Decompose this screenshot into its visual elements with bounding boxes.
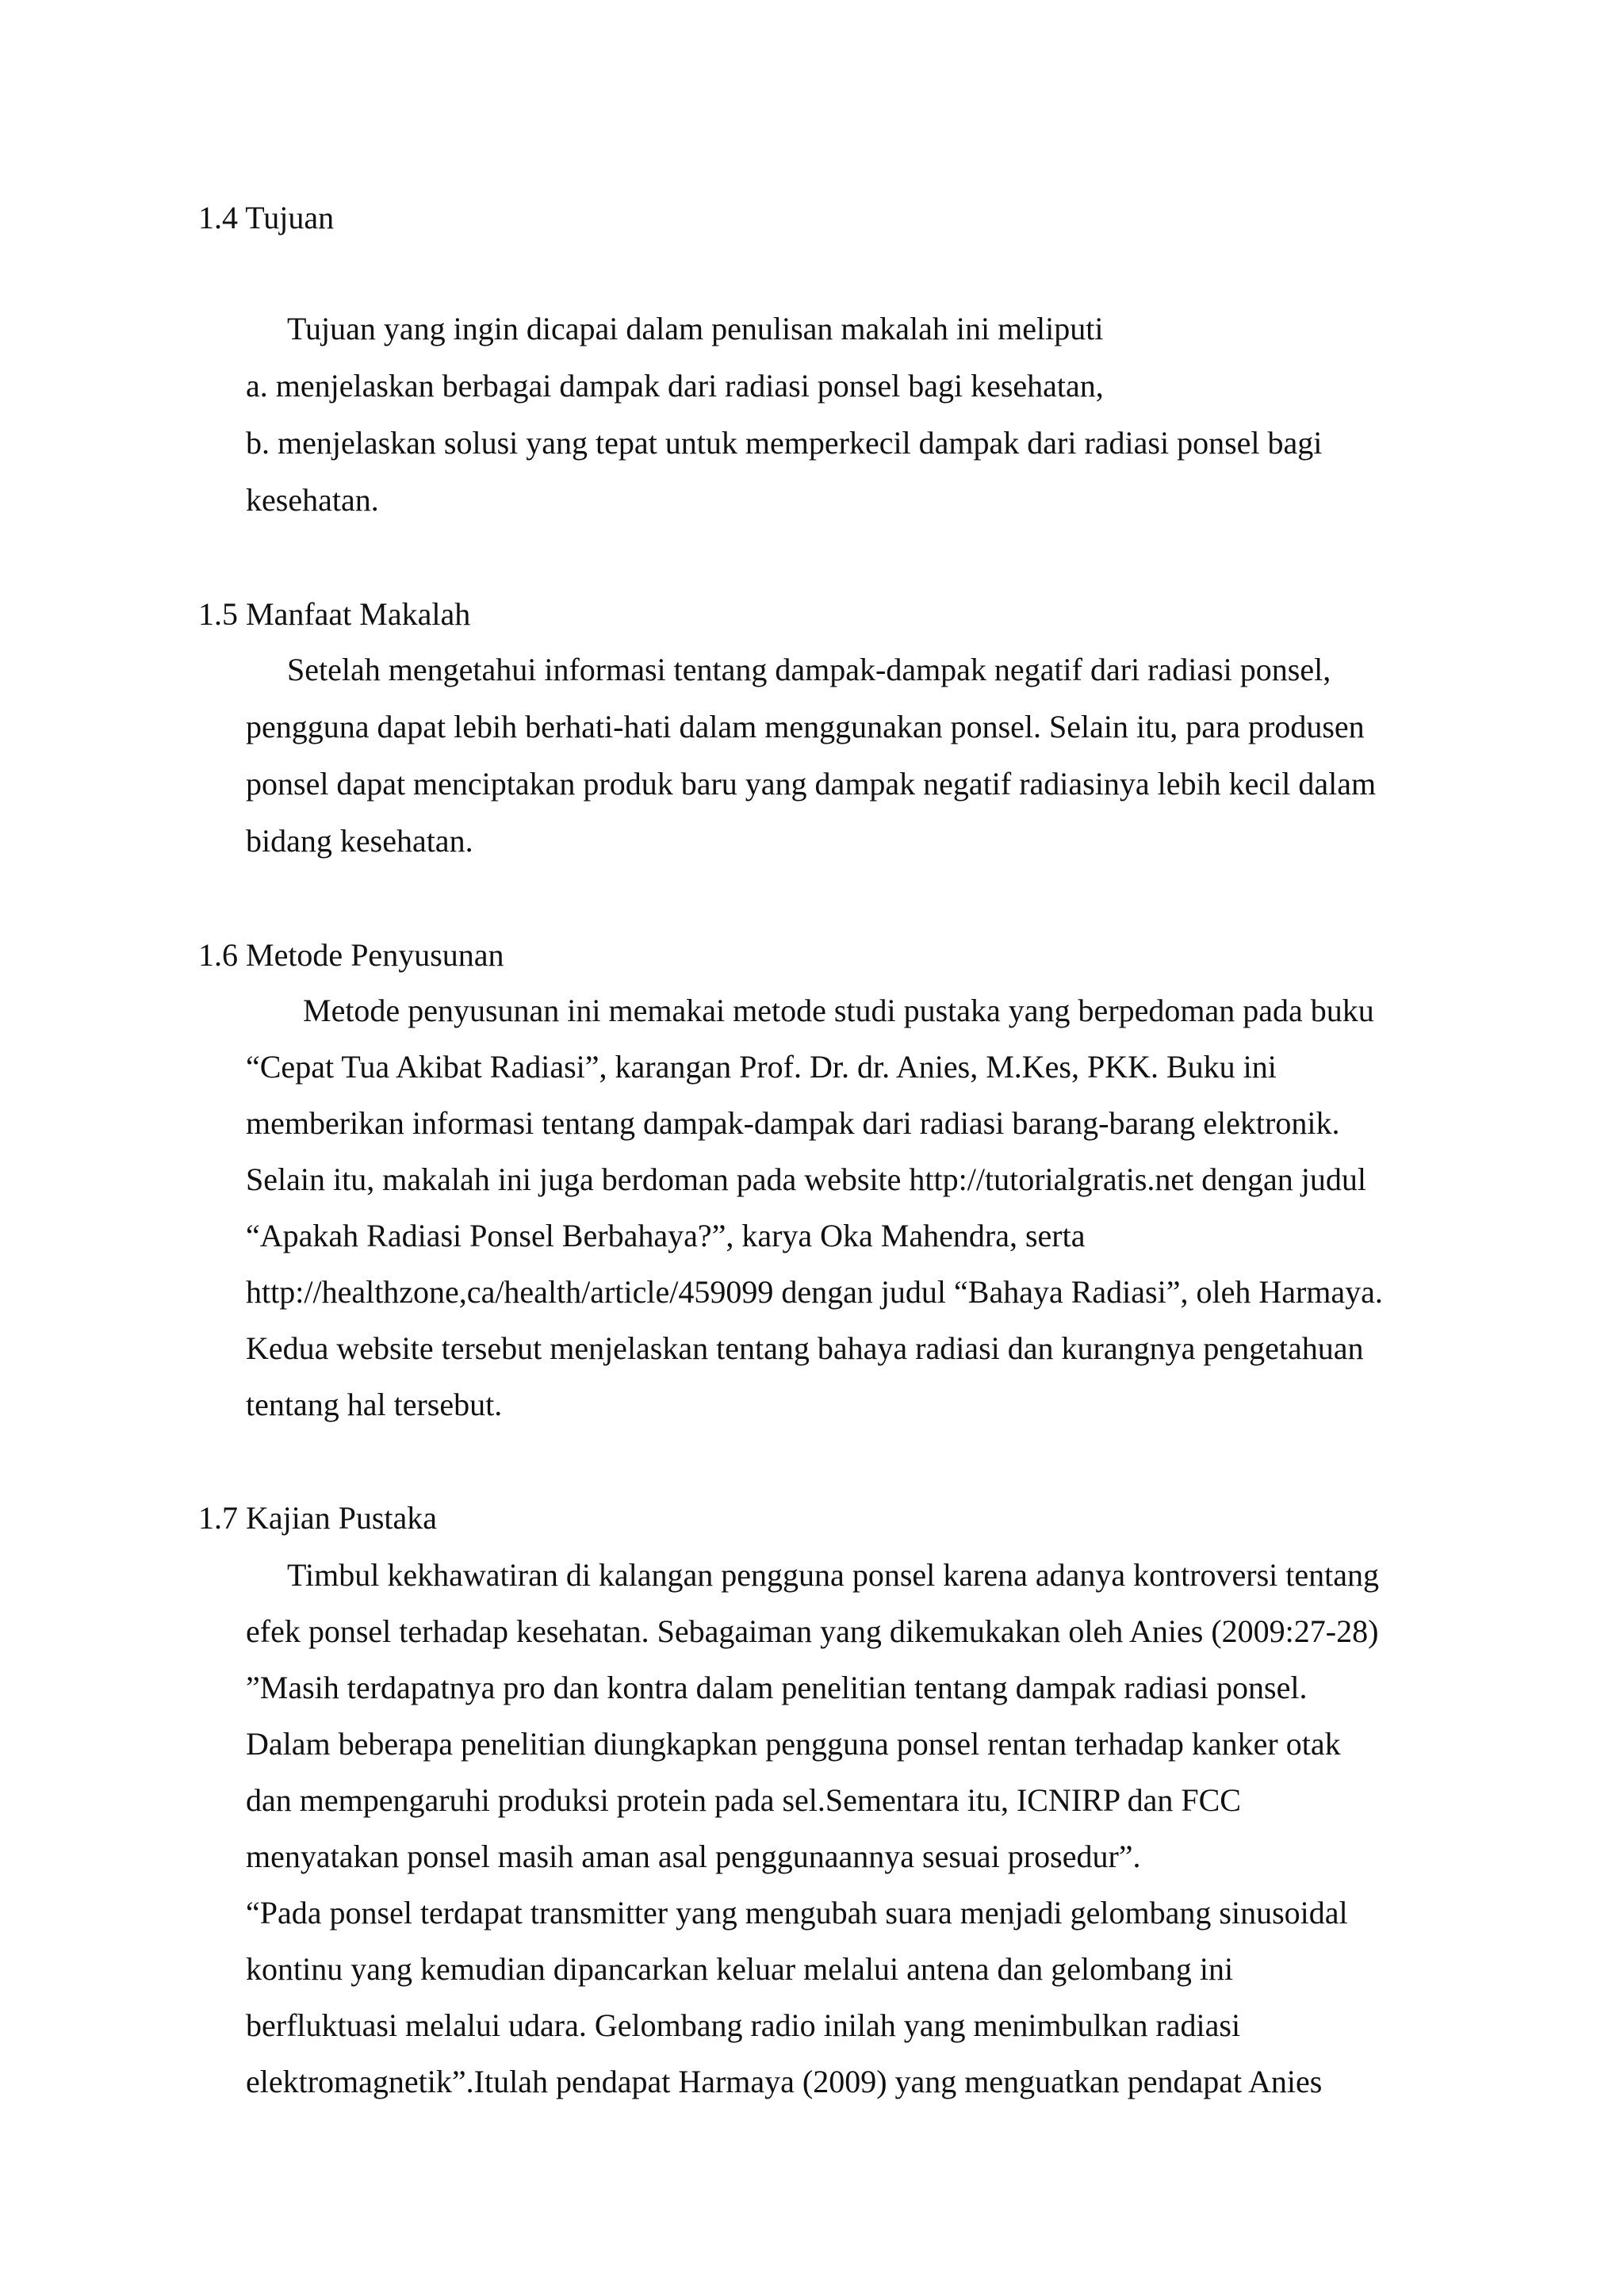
metode-line: Selain itu, makalah ini juga berdoman pada website http://tutorialgratis.net dengan judul [246, 1161, 1366, 1197]
kajian-line: kontinu yang kemudian dipancarkan keluar melalui antena dan gelombang ini [246, 1951, 1234, 1987]
kajian-line: Timbul kekhawatiran di kalangan pengguna ponsel karena adanya kontroversi tentang [287, 1557, 1380, 1593]
manfaat-line: bidang kesehatan. [246, 823, 473, 859]
tujuan-item-a: a. menjelaskan berbagai dampak dari radiasi ponsel bagi kesehatan, [246, 368, 1104, 404]
metode-line: “Apakah Radiasi Ponsel Berbahaya?”, karya Oka Mahendra, serta [246, 1218, 1086, 1253]
kajian-line: efek ponsel terhadap kesehatan. Sebagaiman yang dikemukakan oleh Anies (2009:27-28) [246, 1613, 1379, 1649]
heading-kajian: 1.7 Kajian Pustaka [198, 1500, 438, 1536]
metode-line: Kedua website tersebut menjelaskan tentang bahaya radiasi dan kurangnya pengetahuan [246, 1330, 1364, 1366]
tujuan-item-b-cont: kesehatan. [246, 482, 379, 518]
metode-line: tentang hal tersebut. [246, 1387, 503, 1422]
tujuan-line: Tujuan yang ingin dicapai dalam penulisan makalah ini meliputi [287, 311, 1104, 346]
kajian-line: ”Masih terdapatnya pro dan kontra dalam penelitian tentang dampak radiasi ponsel. [246, 1670, 1308, 1705]
kajian-line: berfluktuasi melalui udara. Gelombang radio inilah yang menimbulkan radiasi [246, 2007, 1241, 2043]
metode-line: memberikan informasi tentang dampak-dampak dari radiasi barang-barang elektronik. [246, 1105, 1340, 1141]
metode-line: Metode penyusunan ini memakai metode studi pustaka yang berpedoman pada buku [303, 993, 1374, 1028]
kajian-line: menyatakan ponsel masih aman asal penggunaannya sesuai prosedur”. [246, 1839, 1141, 1874]
heading-manfaat: 1.5 Manfaat Makalah [198, 596, 471, 632]
kajian-line: elektromagnetik”.Itulah pendapat Harmaya (2009) yang menguatkan pendapat Anies [246, 2064, 1323, 2099]
heading-metode: 1.6 Metode Penyusunan [198, 937, 504, 973]
manfaat-line: pengguna dapat lebih berhati-hati dalam menggunakan ponsel. Selain itu, para produsen [246, 709, 1365, 744]
manfaat-line: Setelah mengetahui informasi tentang dampak-dampak negatif dari radiasi ponsel, [287, 652, 1331, 687]
heading-tujuan: 1.4 Tujuan [198, 200, 335, 235]
kajian-line: Dalam beberapa penelitian diungkapkan pengguna ponsel rentan terhadap kanker otak [246, 1726, 1341, 1762]
metode-line: “Cepat Tua Akibat Radiasi”, karangan Prof. Dr. dr. Anies, M.Kes, PKK. Buku ini [246, 1049, 1277, 1085]
kajian-line: “Pada ponsel terdapat transmitter yang mengubah suara menjadi gelombang sinusoidal [246, 1895, 1348, 1931]
metode-line: http://healthzone,ca/health/article/459099 dengan judul “Bahaya Radiasi”, oleh Harmaya. [246, 1274, 1383, 1310]
manfaat-line: ponsel dapat menciptakan produk baru yang dampak negatif radiasinya lebih kecil dalam [246, 766, 1377, 802]
tujuan-item-b: b. menjelaskan solusi yang tepat untuk memperkecil dampak dari radiasi ponsel bagi [246, 425, 1323, 461]
kajian-line: dan mempengaruhi produksi protein pada sel.Sementara itu, ICNIRP dan FCC [246, 1782, 1241, 1818]
